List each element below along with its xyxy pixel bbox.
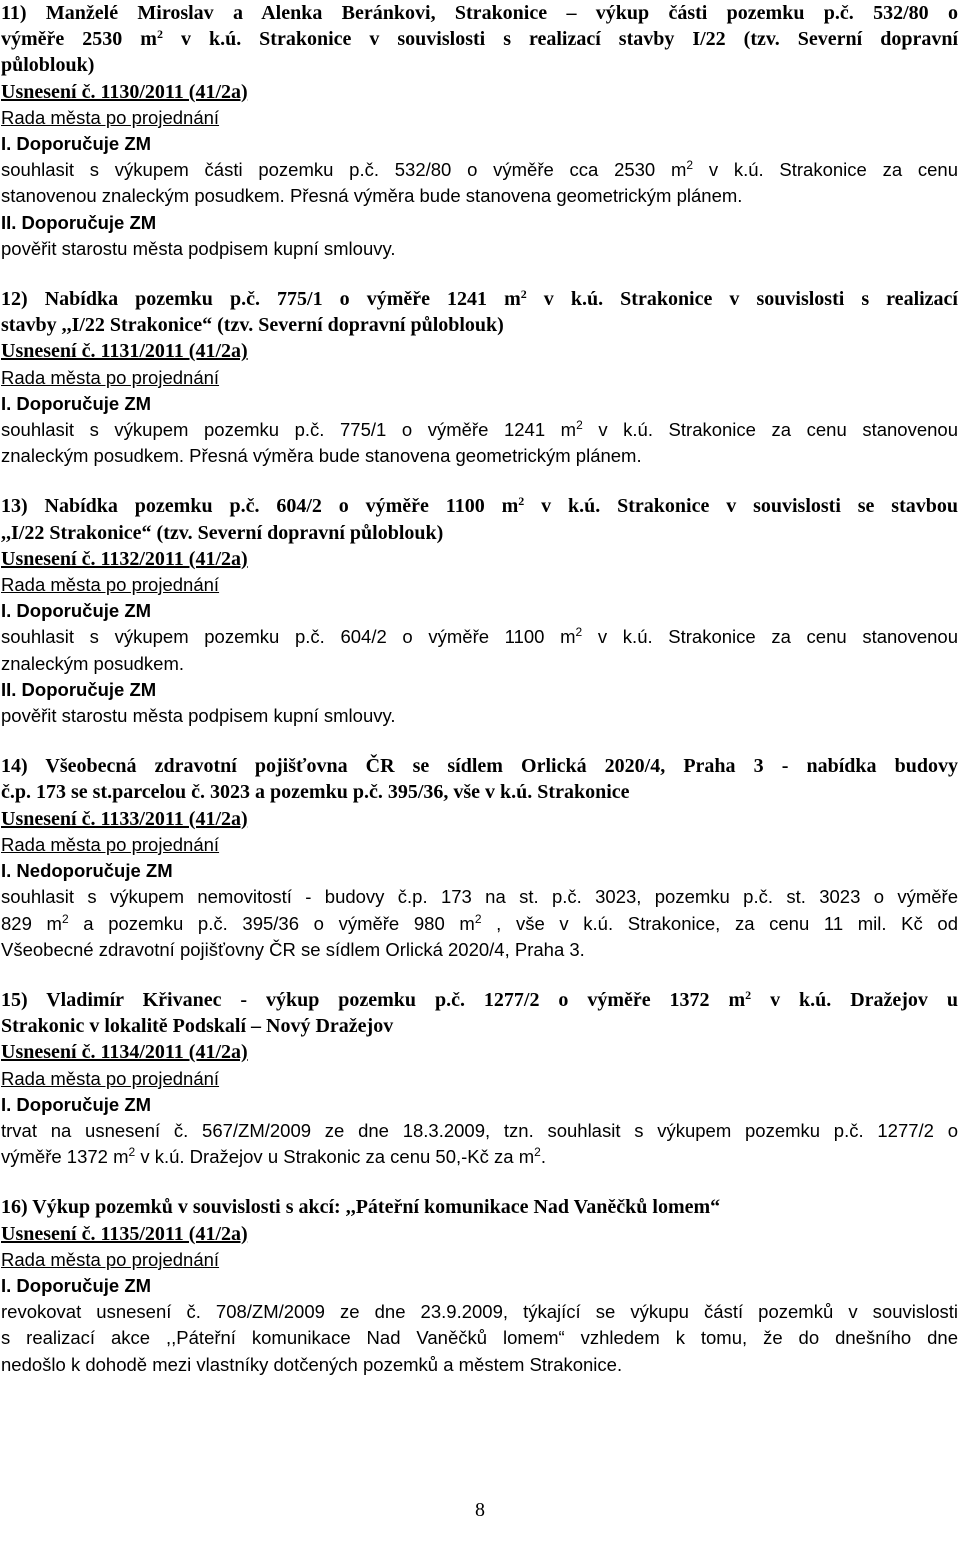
council-line: Rada města po projednání — [1, 106, 220, 128]
resolution-text: pověřit starostu města podpisem kupní smlouvy. — [1, 705, 396, 727]
agenda-item-11 — [1, 0, 958, 262]
council-line: Rada města po projednání — [1, 366, 220, 388]
item-heading: 11) Manželé Miroslav a Alenka Beránkovi, Strakonice – výkup části pozemku p.č. 532/80 o — [1, 2, 958, 24]
agenda-item-12 — [1, 286, 958, 469]
page-number: 8 — [475, 1499, 485, 1521]
recommendation: I. Doporučuje ZM — [1, 392, 152, 414]
item-heading: Strakonic v lokalitě Podskalí – Nový Dražejov — [1, 1015, 394, 1038]
resolution-text: souhlasit s výkupem pozemku p.č. 775/1 o výměře 1241 $m^2$ v k.ú. Strakonice za cenu stanovenou — [1, 418, 958, 441]
agenda-item-15 — [1, 987, 958, 1170]
resolution-number: Usnesení č. 1131/2011 (41/2a) — [1, 340, 248, 363]
resolution-number: Usnesení č. 1133/2011 (41/2a) — [1, 807, 248, 830]
item-heading: 15) Vladimír Křivanec - výkup pozemku p.č. 1277/2 o výměře 1372 $m^2$ v k.ú. Dražejov u — [1, 987, 958, 1011]
recommendation: I. Doporučuje ZM — [1, 133, 152, 155]
item-heading: 14) Všeobecná zdravotní pojišťovna ČR se sídlem Orlická 2020/4, Praha 3 - nabídka budovy — [1, 755, 958, 778]
resolution-number: Usnesení č. 1134/2011 (41/2a) — [1, 1041, 248, 1064]
item-heading: výměře 2530 $m^2$ v k.ú. Strakonice v souvislosti s realizací stavby I/22 (tzv. Severní dopravní — [1, 27, 959, 51]
recommendation: II. Doporučuje ZM — [1, 678, 157, 700]
recommendation: II. Doporučuje ZM — [1, 211, 157, 233]
resolution-text: stanovenou znaleckým posudkem. Přesná výměra bude stanovena geometrickým plánem. — [1, 185, 743, 207]
resolution-text: 829 $m^2$ a pozemku p.č. 395/36 o výměře 980 $m^2$ , vše v k.ú. Strakonice, za cenu 11 mil. Kč od — [1, 911, 958, 934]
resolution-text: s realizací akce ,,Páteřní komunikace Nad Vaněčků lomem“ vzhledem k tomu, že do dnešního dne — [1, 1327, 958, 1349]
resolution-text: nedošlo k dohodě mezi vlastníky dotčených pozemků a městem Strakonice. — [1, 1353, 623, 1375]
resolution-text: pověřit starostu města podpisem kupní smlouvy. — [1, 237, 396, 259]
resolution-text: souhlasit s výkupem nemovitostí - budovy č.p. 173 na st. p.č. 3023, pozemku p.č. st. 3023 o výměře — [1, 886, 958, 908]
agenda-item-16 — [1, 1194, 958, 1377]
recommendation: I. Doporučuje ZM — [1, 600, 152, 622]
resolution-text: trvat na usnesení č. 567/ZM/2009 ze dne 18.3.2009, tzn. souhlasit s výkupem pozemku p.č. 1277/2 o — [1, 1119, 958, 1141]
resolution-text: výměře 1372 $m^2$ v k.ú. Dražejov u Strakonic za cenu 50,-Kč za $m^2$. — [1, 1145, 546, 1168]
resolution-number: Usnesení č. 1130/2011 (41/2a) — [1, 80, 248, 103]
resolution-text: souhlasit s výkupem části pozemku p.č. 532/80 o výměře cca 2530 $m^2$ v k.ú. Strakonice za cenu — [1, 158, 958, 181]
item-heading: 16) Výkup pozemků v souvislosti s akcí: ,,Páteřní komunikace Nad Vaněčků lomem“ — [1, 1196, 721, 1219]
resolution-number: Usnesení č. 1135/2011 (41/2a) — [1, 1222, 248, 1245]
item-heading: č.p. 173 se st.parcelou č. 3023 a pozemku p.č. 395/36, vše v k.ú. Strakonice — [1, 781, 630, 804]
item-heading: ,,I/22 Strakonice“ (tzv. Severní dopravní půloblouk) — [1, 521, 444, 544]
council-line: Rada města po projednání — [1, 1248, 220, 1270]
resolution-number: Usnesení č. 1132/2011 (41/2a) — [1, 547, 248, 570]
recommendation: I. Doporučuje ZM — [1, 1274, 152, 1296]
agenda-item-14 — [1, 753, 958, 963]
resolution-text: znaleckým posudkem. Přesná výměra bude stanovena geometrickým plánem. — [1, 445, 642, 467]
resolution-text: Všeobecné zdravotní pojišťovny ČR se sídlem Orlická 2020/4, Praha 3. — [1, 938, 585, 960]
agenda-item-13 — [1, 493, 958, 729]
item-heading: 12) Nabídka pozemku p.č. 775/1 o výměře 1241 $m^2$ v k.ú. Strakonice v souvislosti s realizací — [1, 287, 958, 311]
resolution-text: souhlasit s výkupem pozemku p.č. 604/2 o výměře 1100 $m^2$ v k.ú. Strakonice za cenu stanovenou — [1, 625, 958, 648]
item-heading: půloblouk) — [1, 54, 95, 77]
item-heading: stavby ,,I/22 Strakonice“ (tzv. Severní dopravní půloblouk) — [1, 314, 504, 337]
council-line: Rada města po projednání — [1, 833, 220, 855]
council-line: Rada města po projednání — [1, 574, 220, 596]
recommendation: I. Nedoporučuje ZM — [1, 860, 173, 882]
resolution-text: revokovat usnesení č. 708/ZM/2009 ze dne 23.9.2009, týkající se výkupu částí pozemků v souvislosti — [1, 1301, 958, 1323]
resolution-text: znaleckým posudkem. — [1, 652, 185, 674]
recommendation: I. Doporučuje ZM — [1, 1093, 152, 1115]
item-heading: 13) Nabídka pozemku p.č. 604/2 o výměře 1100 $m^2$ v k.ú. Strakonice v souvislosti se stavbou — [1, 494, 958, 518]
council-line: Rada města po projednání — [1, 1067, 220, 1089]
